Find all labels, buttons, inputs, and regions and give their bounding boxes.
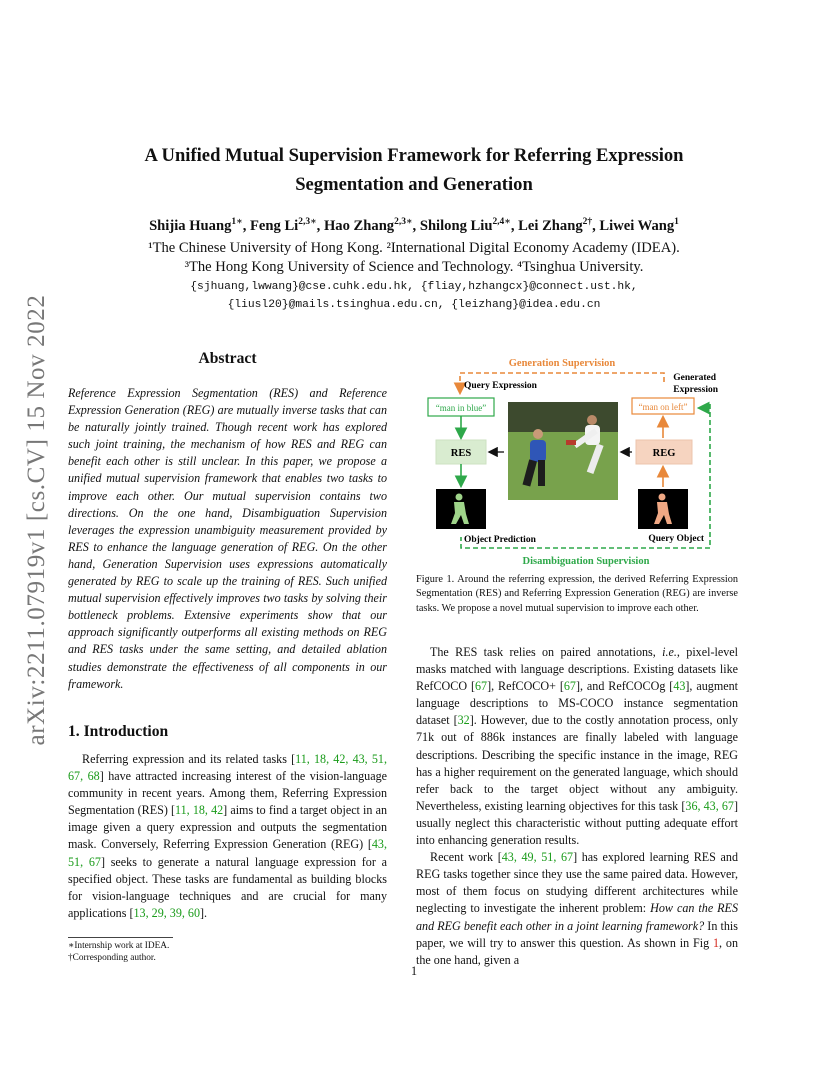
- arxiv-id: arXiv:2211.07919v1 [cs.CV] 15 Nov 2022: [23, 294, 50, 746]
- query-object-label: Query Object: [648, 534, 704, 544]
- citation-link[interactable]: 43, 51, 67: [68, 837, 387, 869]
- author-affiliation-marker: 1∗: [231, 217, 243, 228]
- intro-paragraph-1: Referring expression and its related tasks [11, 18, 42, 43, 51, 67, 68] have attracted increasing interest of the vision-language community in recent years. Among them, Referring Expression Segmentation (RES) [11, 18, 42] aims to find a target object in an image given a query expression and outputs the segmentation mask. Conversely, Referring Expression Generation (REG) [43, 51, 67] seeks to generate a natural language expression for a specified object. These tasks are fundamental as building blocks for vision-language techniques and are crucial for many applications [13, 29, 39, 60].: [68, 752, 387, 920]
- citation-link[interactable]: 11, 18, 42: [175, 803, 224, 818]
- generated-label-1: Generated: [673, 373, 716, 383]
- generated-label-2: Expression: [673, 385, 718, 395]
- author-affiliation-marker: 2†: [582, 217, 593, 228]
- author-affiliation-marker: 2,3∗: [298, 217, 317, 228]
- query-object-mask: [638, 489, 688, 529]
- query-text: “man in blue”: [435, 403, 487, 413]
- arxiv-sidebar: [22, 280, 52, 760]
- email-line-2: {liusl20}@mails.tsinghua.edu.cn, {leizhang}@idea.edu.cn: [227, 299, 601, 311]
- generation-supervision-label: Generation Supervision: [508, 358, 616, 369]
- title-line-2: Segmentation and Generation: [295, 174, 533, 195]
- author-name: Hao Zhang$^{2,3∗}$: [323, 217, 413, 234]
- footnote-divider: [68, 937, 173, 938]
- generated-text: “man on left”: [638, 402, 688, 412]
- figure-1-diagram: [416, 352, 738, 568]
- citation-link[interactable]: 13, 29, 39, 60: [133, 905, 201, 920]
- paper-title: [60, 141, 768, 199]
- author-name: Shilong Liu$^{2,4∗}$: [419, 217, 511, 234]
- query-expression-label: Query Expression: [464, 381, 537, 391]
- author-name: Liwei Wang$^1$: [599, 217, 679, 234]
- email-line-1: {sjhuang,lwwang}@cse.cuhk.edu.hk, {fliay,hzhangcx}@connect.ust.hk,: [190, 281, 638, 293]
- author-name: Shijia Huang$^{1∗}$: [149, 217, 243, 234]
- citation-link[interactable]: 67: [475, 679, 488, 694]
- figure-1-caption: Figure 1. Around the referring expression, the derived Referring Expression Segmentation (RES) and Referring Expression Generation (REG) are inverse tasks. We propose a novel mutual supervision to improve each other.: [416, 574, 738, 614]
- citation-link[interactable]: 67: [563, 679, 576, 694]
- author-affiliation-marker: 2,4∗: [492, 217, 511, 228]
- citation-link[interactable]: 11, 18, 42, 43, 51, 67, 68: [68, 752, 387, 784]
- figure-reference-link[interactable]: 1: [712, 935, 720, 950]
- citation-link[interactable]: 43, 49, 51, 67: [501, 850, 574, 865]
- citation-link[interactable]: 36, 43, 67: [685, 798, 734, 813]
- page-number: 1: [410, 964, 418, 978]
- author-affiliation-marker: 1: [674, 217, 679, 228]
- author-list: Shijia Huang$^{1∗}$, Feng $Li^{2,3∗}$, Hao Zhang$^{2,3∗}$, Shilong Liu$^{2,4∗}$, Lei Zhang$^{2\dagger}$, Liwei Wang$^1$: [149, 217, 679, 234]
- object-prediction-label: Object Prediction: [464, 535, 536, 545]
- affiliation-line-1: ¹The Chinese University of Hong Kong. ²International Digital Economy Academy (IDEA).: [148, 240, 680, 256]
- citation-link[interactable]: 43: [673, 679, 686, 694]
- title-line-1: A Unified Mutual Supervision Framework for Referring Expression: [144, 145, 684, 166]
- footnote-corresponding: †Corresponding author.: [68, 953, 156, 963]
- object-prediction-mask: [436, 489, 486, 529]
- reg-label: REG: [652, 448, 676, 459]
- affiliation-line-2: ³The Hong Kong University of Science and Technology. ⁴Tsinghua University.: [184, 259, 644, 275]
- abstract-text: Reference Expression Segmentation (RES) and Reference Expression Generation (REG) are mutually inverse tasks that can be naturally jointly trained. Though recent work has explored such joint training, the mechanism of how RES and REG can benefit each other is still unclear. In this paper, we propose a unified mutual supervision framework that enables two tasks to improve each other. Our mutual supervision contains two directions. On the one hand, Disambiguation Supervision leverages the expression unambiguity measurement provided by RES to enhance the language generation of REG. On the other hand, Generation Supervision uses expressions automatically generated by REG to scale up the training of RES. Such unified mutual supervision effectively improves two tasks by solving their bottleneck problems. Extensive experiments show that our approach significantly outperforms all existing methods on REG and RES tasks under the same setting, and detailed ablation studies demonstrate the effectiveness of all components in our framework.: [68, 386, 387, 691]
- abstract-heading: Abstract: [198, 350, 257, 367]
- author-affiliation-marker: 2,3∗: [394, 217, 413, 228]
- author-name: Lei Zhang$^{2\dagger}$: [518, 217, 593, 234]
- intro-paragraph-2: The RES task relies on paired annotations, i.e., pixel-level masks matched with language descriptions. Existing datasets like RefCOCO [67], RefCOCO+ [67], and RefCOCOg [43], augment language descriptions to MS-COCO instance segmentation dataset [32]. However, due to the costly annotation process, only 71k out of 886k instances are finally labeled with language descriptions. Describing the specific instance in the image, REG has a higher requirement on the generated language, which should refer back to the target object without any ambiguity. Nevertheless, existing learning objectives for this task [36, 43, 67] usually neglect this characteristic without putting adequate effort into enhancing generation results. Recent work [43, 49, 51, 67] has explored learning RES and REG tasks together since they use the same paired data. However, most of them focus on studying different architectures while neglecting to investigate the inherent problem: How can the RES and REG benefit each other in a joint learning framework? In this paper, we will try to answer this question. As shown in Fig 1, on the one hand, given a: [416, 645, 739, 967]
- scene-photo: [508, 402, 618, 500]
- author-name: Feng $Li^{2,3∗}$: [249, 217, 317, 234]
- footnote-internship: ∗Internship work at IDEA.: [68, 941, 170, 951]
- disambiguation-supervision-label: Disambiguation Supervision: [522, 556, 650, 567]
- res-label: RES: [450, 448, 472, 459]
- intro-heading: 1. Introduction: [68, 723, 169, 740]
- citation-link[interactable]: 32: [457, 713, 470, 728]
